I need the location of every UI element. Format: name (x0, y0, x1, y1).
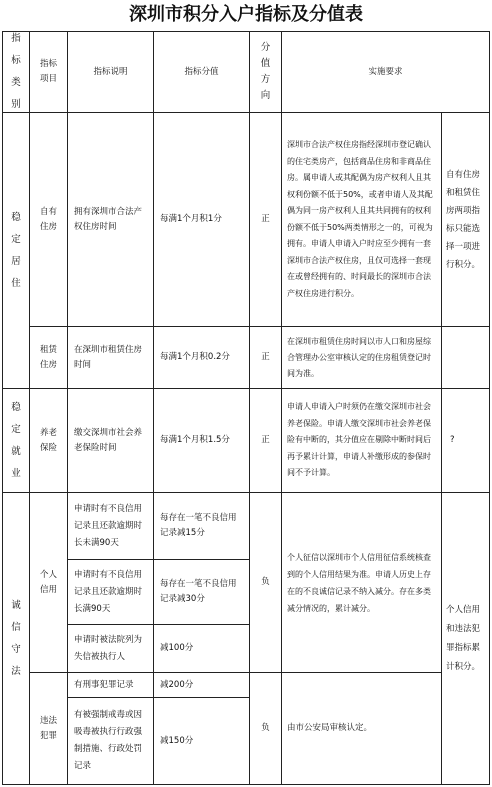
score-credit-3 (153, 624, 250, 673)
requirement-pension (281, 388, 442, 493)
requirement-own-house-text: 深圳市合法产权住房指经深圳市登记确认的住宅类房产，包括商品住房和非商品住房。属申请人或其配偶为房产权利人且其权利份额不低于50%，或者申请人及其配偶为同一房产权利人且其共同拥有的权利份额不低于50%两类情形之一的，可视为拥有。申请人申请入户时应至少拥有一套深圳市合法产权住房，且仅可选择一套现在或曾经拥有的、时间最长的深圳市合法产权住房进行积分。 (287, 140, 433, 298)
item-pension (29, 388, 68, 493)
header-requirement-label: 实施要求 (368, 66, 403, 77)
direction-own-house-text: 正 (261, 214, 270, 224)
item-rental (29, 326, 68, 389)
note-integrity-text: 个人信用和违法犯罪指标累计积分。 (446, 604, 481, 672)
header-direction (249, 31, 282, 113)
direction-crime (249, 672, 282, 785)
description-rental-text: 在深圳市租赁住房时间 (74, 344, 143, 370)
requirement-pension-text: 申请人申请入户时须仍在缴交深圳市社会养老保险。申请人缴交深圳市社会养老保险有中断的，其分值应在剔除中断时间后再予累计计算，申请人补缴形成的参保时间不予计算。 (287, 402, 431, 478)
score-pension (153, 388, 250, 493)
score-rental (153, 326, 250, 389)
header-item-label: 指标项目 (39, 59, 57, 84)
header-category (2, 31, 30, 113)
note-employment (441, 388, 490, 493)
category-integrity-label: 诚信守法 (11, 599, 21, 677)
score-credit-2-text: 每存在一笔不良信用记录减30分 (160, 579, 237, 604)
description-credit-1-text: 申请时有不良信用记录且还款逾期时长未满90天 (74, 503, 143, 548)
direction-crime-text: 负 (261, 723, 270, 733)
requirement-crime-text: 由市公安局审核认定。 (287, 723, 373, 733)
category-stable-employment (2, 388, 30, 493)
description-pension (67, 388, 154, 493)
header-category-label: 指标类别 (11, 33, 21, 110)
item-crime-label: 违法犯罪 (39, 715, 57, 741)
note-employment-text: ? (450, 435, 455, 445)
score-rental-text: 每满1个月积0.2分 (160, 352, 230, 362)
description-credit-1 (67, 492, 154, 560)
score-credit-3-text: 减100分 (160, 643, 194, 653)
item-credit (29, 492, 68, 673)
description-rental (67, 326, 154, 389)
page-title: 深圳市积分入户指标及分值表 (129, 4, 363, 25)
direction-rental-text: 正 (261, 352, 270, 362)
score-credit-1 (153, 492, 250, 560)
score-crime-1-text: 减200分 (160, 679, 194, 690)
category-stable-employment-label: 稳定就业 (11, 401, 21, 479)
score-credit-1-text: 每存在一笔不良信用记录减15分 (160, 513, 237, 538)
description-own-house (67, 112, 154, 327)
header-score (153, 31, 250, 113)
requirement-crime (281, 672, 442, 785)
direction-pension (249, 388, 282, 493)
score-own-house-text: 每满1个月积1分 (160, 214, 222, 224)
header-requirement (281, 31, 490, 113)
requirement-credit (281, 492, 442, 673)
direction-credit-text: 负 (261, 577, 270, 587)
note-residence-continued (441, 326, 490, 389)
item-own-house (29, 112, 68, 327)
category-stable-residence (2, 112, 30, 389)
direction-own-house (249, 112, 282, 327)
note-integrity (441, 492, 490, 785)
header-description-label: 指标说明 (93, 66, 128, 77)
note-residence-text: 自有住房和租赁住房两项指标只能选择一项进行积分。 (446, 169, 481, 270)
header-item (29, 31, 68, 113)
item-pension-label: 养老保险 (39, 427, 57, 453)
item-rental-label: 租赁住房 (39, 344, 57, 370)
description-crime-2 (67, 697, 154, 785)
category-integrity (2, 492, 30, 785)
item-credit-label: 个人信用 (39, 569, 57, 595)
score-credit-2 (153, 559, 250, 625)
description-crime-1 (67, 672, 154, 698)
header-direction-label: 分值方向 (260, 42, 271, 101)
requirement-rental-text: 在深圳市租赁住房时间以市人口和房屋综合管理办公室审核认定的住房租赁登记时间为准。 (287, 336, 431, 378)
description-crime-2-text: 有被强制戒毒或因吸毒被执行行政强制措施、行政处罚记录 (74, 710, 143, 771)
score-crime-2 (153, 697, 250, 785)
description-crime-1-text: 有刑事犯罪记录 (74, 679, 134, 690)
requirement-own-house (281, 112, 442, 327)
header-score-label: 指标分值 (184, 66, 219, 77)
description-credit-3-text: 申请时被法院列为失信被执行人 (74, 634, 143, 662)
description-pension-text: 缴交深圳市社会养老保险时间 (74, 427, 143, 453)
direction-credit (249, 492, 282, 673)
direction-pension-text: 正 (261, 435, 270, 445)
description-own-house-text: 拥有深圳市合法产权住房时间 (74, 206, 143, 232)
direction-rental (249, 326, 282, 389)
score-crime-2-text: 减150分 (160, 735, 194, 746)
score-own-house (153, 112, 250, 327)
score-crime-1 (153, 672, 250, 698)
requirement-rental (281, 326, 442, 389)
score-pension-text: 每满1个月积1.5分 (160, 435, 230, 445)
item-crime (29, 672, 68, 785)
description-credit-2-text: 申请时有不良信用记录且还款逾期时长满90天 (74, 569, 143, 614)
item-own-house-label: 自有住房 (39, 206, 57, 232)
header-description (67, 31, 154, 113)
requirement-credit-text: 个人征信以深圳市个人信用征信系统核查到的个人信用结果为准。申请人历史上存在的不良诚信记录不纳入减分。存在多类减分情况的，累计减分。 (287, 552, 431, 613)
category-stable-residence-label: 稳定居住 (11, 211, 21, 289)
description-credit-2 (67, 559, 154, 625)
description-credit-3 (67, 624, 154, 673)
note-residence (441, 112, 490, 327)
